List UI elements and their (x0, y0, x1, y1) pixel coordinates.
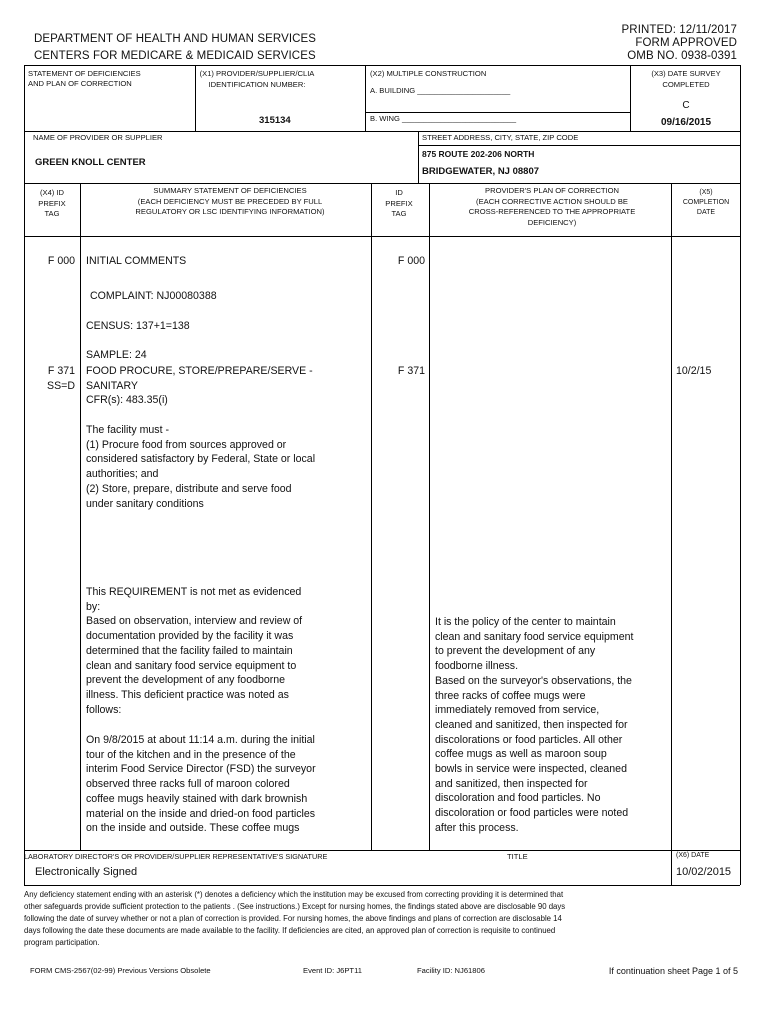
rule (365, 65, 366, 131)
department-title: DEPARTMENT OF HEALTH AND HUMAN SERVICES (34, 33, 317, 45)
signature-date: 10/02/2015 (676, 866, 732, 878)
facility-id: Facility ID: NJ61806 (417, 966, 485, 975)
omb-number: OMB NO. 0938-0391 (627, 50, 737, 62)
x5-header: (X5) COMPLETION DATE (682, 189, 730, 216)
rule (24, 183, 25, 850)
survey-date: 09/16/2015 (660, 117, 712, 128)
provider-name-label: NAME OF PROVIDER OR SUPPLIER (33, 133, 163, 142)
rule (740, 65, 741, 131)
rule (80, 183, 81, 850)
rule (671, 850, 672, 885)
rule (740, 183, 741, 850)
agency-title: CENTERS FOR MEDICARE & MEDICAID SERVICES (34, 50, 316, 62)
address-label: STREET ADDRESS, CITY, STATE, ZIP CODE (422, 133, 579, 142)
rule (24, 850, 740, 851)
x3-label: (X3) DATE SURVEY COMPLETED (651, 69, 721, 89)
form-number: FORM CMS-2567(02-99) Previous Versions Obsolete (30, 966, 211, 975)
survey-code: C (682, 100, 690, 111)
x4-header: (X4) ID PREFIX TAG (38, 188, 66, 218)
form-approved: FORM APPROVED (635, 37, 737, 49)
plan-of-correction-text: It is the policy of the center to maintain clean and sanitary food service equipment to prevent the development of any foodborne illness. Based on the surveyor's observations, the three racks of coffee mugs were immediately removed from service, cleaned and sanitized, then inspected for discolorations or food particles. All other coffee mugs as well as maroon soup bowls in service were inspected, cleaned and sanitized, then inspected for discoloration and food particles. No discoloration or food particles were noted after this process. (435, 616, 634, 834)
rule (418, 145, 740, 146)
rule (630, 65, 631, 131)
rule (24, 65, 740, 66)
rule (740, 850, 741, 885)
event-id: Event ID: J6PT11 (303, 966, 362, 975)
id-header: ID PREFIX TAG (385, 188, 413, 218)
rule (24, 131, 740, 132)
rule (418, 131, 419, 183)
observation-text: On 9/8/2015 at about 11:14 a.m. during the initial tour of the kitchen and in the presence of the interim Food Service Director (FSD) the surveyor observed three racks full of maroon colored coffee mugs heavily stained with dark brownish material on the inside and dried-on food particles on the inside and outside. These coffee mugs (86, 734, 316, 835)
tag-f000: F 000 (47, 255, 75, 267)
plan-header: PROVIDER'S PLAN OF CORRECTION (EACH CORRECTIVE ACTION SHOULD BE CROSS-REFERENCED TO THE APPROPRIATE DEFICIENCY) (468, 186, 636, 227)
printed-date: PRINTED: 12/11/2017 (621, 24, 737, 36)
f371-title: FOOD PROCURE, STORE/PREPARE/SERVE - SANITARY CFR(s): 483.35(i) (86, 365, 313, 407)
rule (195, 65, 196, 131)
sample-line: SAMPLE: 24 (86, 349, 147, 361)
address-line1: 875 ROUTE 202-206 NORTH (422, 149, 535, 159)
rule (24, 65, 25, 131)
provider-name: GREEN KNOLL CENTER (35, 157, 146, 168)
address-line2: BRIDGEWATER, NJ 08807 (422, 166, 540, 177)
title-label: TITLE (507, 852, 528, 861)
complaint-line: COMPLAINT: NJ00080388 (90, 290, 217, 302)
rule (24, 885, 740, 886)
rule (24, 236, 740, 237)
rule (671, 183, 672, 850)
signature-label: LABORATORY DIRECTOR'S OR PROVIDER/SUPPLIER REPRESENTATIVE'S SIGNATURE (24, 852, 328, 861)
provider-number: 315134 (259, 115, 291, 126)
rule (371, 183, 372, 850)
summary-header: SUMMARY STATEMENT OF DEFICIENCIES (EACH DEFICIENCY MUST BE PRECEDED BY FULL REGULATORY OR LSC IDENTIFYING INFORMATION) (135, 186, 325, 216)
tag-f371: F 371 (47, 365, 75, 377)
rule (24, 183, 740, 184)
page-indicator: If continuation sheet Page 1 of 5 (608, 966, 738, 976)
facility-must-text: The facility must - (1) Procure food from sources approved or considered satisfactory by Federal, State or local authorities; and (2) Store, prepare, distribute and serve food under sanitary conditions (86, 424, 316, 510)
wing-label: B. WING ___________________________ (370, 114, 517, 123)
x1-label: (X1) PROVIDER/SUPPLIER/CLIA IDENTIFICATION NUMBER: (199, 69, 315, 89)
statement-label: STATEMENT OF DEFICIENCIES AND PLAN OF CORRECTION (28, 69, 141, 88)
x2-label: (X2) MULTIPLE CONSTRUCTION (370, 69, 487, 78)
rule (24, 131, 25, 183)
completion-date-f371: 10/2/15 (676, 365, 712, 377)
census-line: CENSUS: 137+1=138 (86, 320, 190, 332)
id-tag-f000: F 000 (397, 255, 425, 267)
building-label: A. BUILDING ______________________ (370, 86, 511, 95)
rule (429, 183, 430, 850)
signature-value: Electronically Signed (35, 866, 138, 878)
x6-date-label: (X6) DATE (676, 852, 710, 859)
id-tag-f371: F 371 (397, 365, 425, 377)
rule (740, 131, 741, 183)
requirement-text: This REQUIREMENT is not met as evidenced by: Based on observation, interview and review of documentation provided by the facility it was determined that the facility failed to maintain clean and sanitary food service equipment to prevent the development of any foodborne illness. This deficient practice was noted as follows: (86, 586, 303, 716)
initial-comments-heading: INITIAL COMMENTS (86, 255, 187, 267)
disclaimer-text: Any deficiency statement ending with an asterisk (*) denotes a deficiency which the institution may be excused from correcting providing it is determined that other safeguards provide sufficient protection to the patients . (See instructions.) Except for nursing homes, the findings stated above are disclosable 90 days following the date of survey whether or not a plan of correction is provided. For nursing homes, the above findings and plans of correction are disclosable 14 days following the date these documents are made available to the facility. If deficiencies are cited, an approved plan of correction is requisite to continued program participation. (24, 890, 566, 947)
rule (365, 112, 630, 113)
tag-ssd: SS=D (47, 380, 75, 392)
